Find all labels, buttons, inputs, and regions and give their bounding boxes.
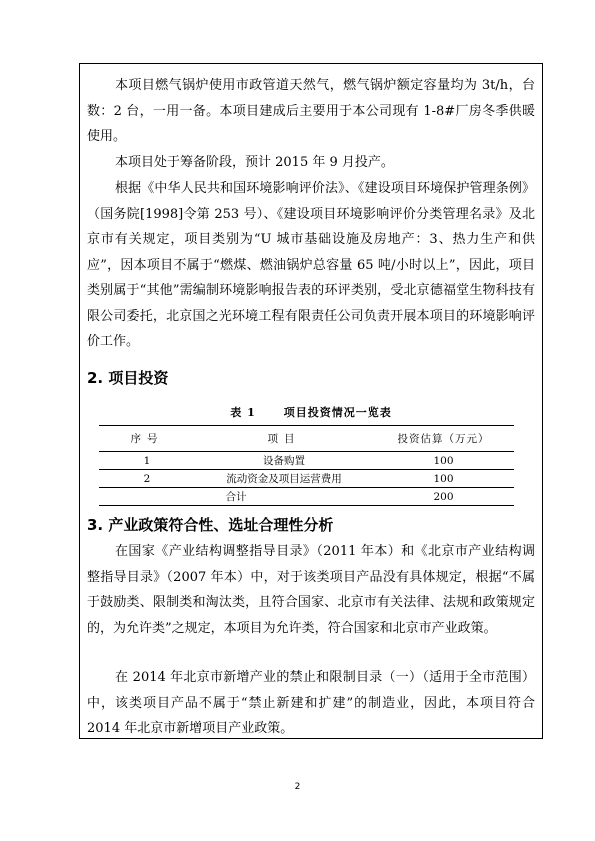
table-header-cell: 投资估算（万元） xyxy=(373,426,514,452)
table-header-cell: 项目 xyxy=(195,426,373,452)
paragraph-new-industry: 在 2014 年北京市新增产业的禁止和限制目录（一）（适用于全市范围）中，该类项目产品不属于“禁止新建和扩建”的制造业，因此，本项目符合 2014 年北京市新增项目产业政策。 xyxy=(87,670,535,736)
page-number: 2 xyxy=(294,782,301,792)
table-cell-item: 流动资金及项目运营费用 xyxy=(195,470,373,488)
table-header-row xyxy=(99,426,514,452)
section-heading-investment: 2. 项目投资 xyxy=(87,369,169,387)
paragraph-regulation: 根据《中华人民共和国环境影响评价法》、《建设项目环境保护管理条例》（国务院[1998]令第 253 号）、《建设项目环境影响评价分类管理名录》及北京市有关规定，项目类别为“U 城市基础设施及房地产：3、热力生产和供应”，因本项目不属于“燃煤、燃油锅炉总容量 65 吨/小时以上”，因此，项目类别属于“其他”需编制环境影响报告表的环评类别，受北京德福堂生物科技有限公司委托，北京国之光环境工程有限责任公司负责开展本项目的环境影响评价工作。 xyxy=(87,181,535,349)
table-total-row xyxy=(99,488,514,506)
table-cell-amount: 100 xyxy=(373,470,514,488)
table-caption-title: 项目投资情况一览表 xyxy=(283,406,392,419)
paragraph-policy: 在国家《产业结构调整指导目录》（2011 年本）和《北京市产业结构调整指导目录》（2007 年本）中，对于该类项目产品没有具体规定，根据“不属于鼓励类、限制类和淘汰类，且符合国家、北京市有关法律、法规和政策规定的，为允许类”之规定，本项目为允许类，符合国家和北京市产业政策。 xyxy=(87,544,535,636)
table-cell-no: 1 xyxy=(99,452,195,470)
section-heading-policy: 3. 产业政策符合性、选址合理性分析 xyxy=(87,516,334,534)
table-caption xyxy=(87,404,535,420)
paragraph-schedule: 本项目处于筹备阶段，预计 2015 年 9 月投产。 xyxy=(115,155,394,170)
investment-table xyxy=(99,425,514,506)
paragraph-boiler: 本项目燃气锅炉使用市政管道天然气，燃气锅炉额定容量均为 3t/h，台数：2 台，一用一备。本项目建成后主要用于本公司现有 1-8#厂房冬季供暖使用。 xyxy=(87,78,535,144)
table-total-amount: 200 xyxy=(373,488,514,506)
table-cell-no: 2 xyxy=(99,470,195,488)
table-header-cell: 序号 xyxy=(99,426,195,452)
table-cell-amount: 100 xyxy=(373,452,514,470)
table-row xyxy=(99,452,514,470)
table-cell-item: 设备购置 xyxy=(195,452,373,470)
table-total-label: 合计 xyxy=(99,488,373,506)
table-row xyxy=(99,470,514,488)
table-caption-number: 表 1 xyxy=(230,406,256,419)
